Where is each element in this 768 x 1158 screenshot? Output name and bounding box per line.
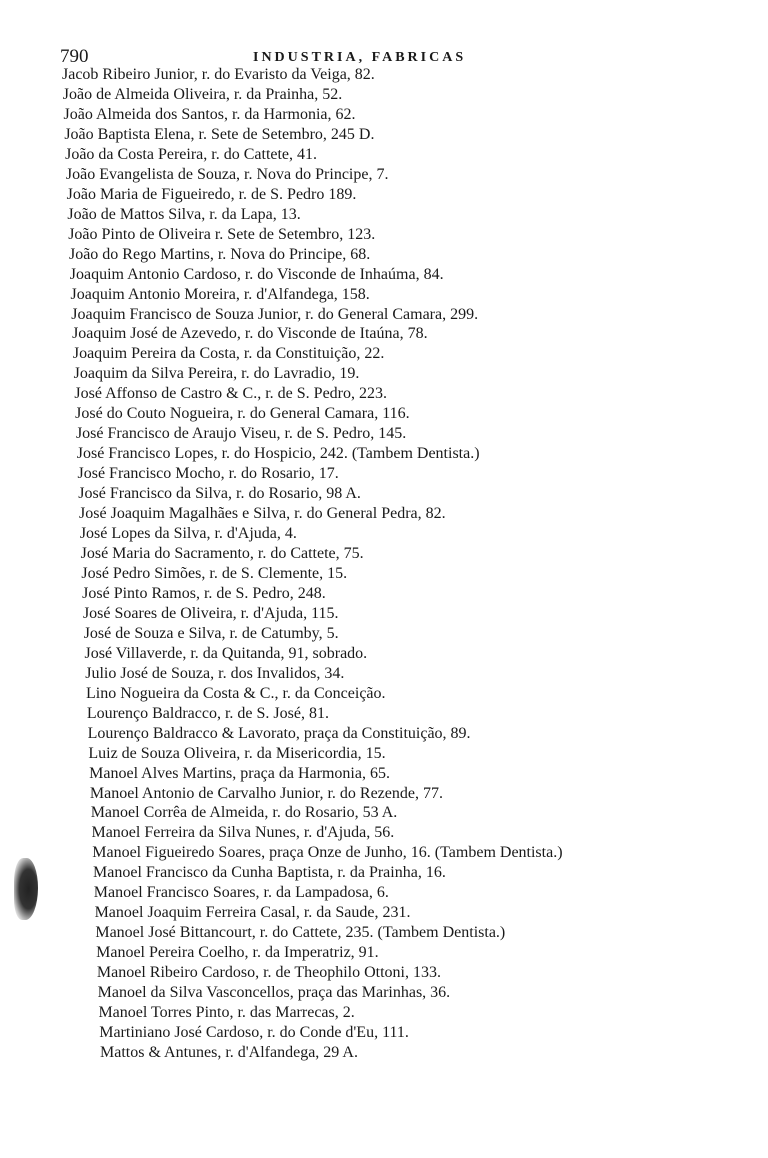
directory-entry: Manoel José Bittancourt, r. do Cattete, 235. (Tambem Dentista.) — [95, 924, 506, 942]
directory-entry: João de Almeida Oliveira, r. da Prainha, 52. — [62, 85, 343, 103]
directory-entry: José Francisco Mocho, r. do Rosario, 17. — [77, 465, 339, 483]
directory-entry: Luiz de Souza Oliveira, r. da Misericordia, 15. — [88, 744, 386, 762]
directory-entry: José Pinto Ramos, r. de S. Pedro, 248. — [82, 584, 326, 602]
running-head: INDUSTRIA, FABRICAS — [253, 50, 467, 65]
directory-entry: Joaquim Antonio Cardoso, r. do Visconde de Inhaúma, 84. — [69, 265, 444, 283]
page-number: 790 — [60, 46, 89, 67]
directory-entry: João Evangelista de Souza, r. Nova do Principe, 7. — [65, 165, 389, 183]
directory-entry: Joaquim Francisco de Souza Junior, r. do General Camara, 299. — [71, 305, 479, 323]
directory-entry: José Francisco da Silva, r. do Rosario, 98 A. — [78, 485, 361, 503]
directory-entry: Manoel Joaquim Ferreira Casal, r. da Saude, 231. — [94, 904, 411, 922]
directory-entry: João da Costa Pereira, r. do Cattete, 41. — [65, 145, 318, 163]
directory-entry: Manoel Pereira Coelho, r. da Imperatriz, 91. — [96, 944, 379, 962]
directory-entry: Manoel Francisco Soares, r. da Lampadosa, 6. — [93, 884, 389, 902]
directory-entry: João Almeida dos Santos, r. da Harmonia, 62. — [63, 105, 356, 123]
directory-entry: José do Couto Nogueira, r. do General Camara, 116. — [75, 405, 410, 423]
directory-entry: Manoel Figueiredo Soares, praça Onze de Junho, 16. (Tambem Dentista.) — [92, 844, 563, 862]
directory-entry: José Affonso de Castro & C., r. de S. Pedro, 223. — [74, 385, 387, 403]
directory-entry: José Joaquim Magalhães e Silva, r. do General Pedra, 82. — [79, 505, 446, 523]
directory-entry: Manoel Ribeiro Cardoso, r. de Theophilo Ottoni, 133. — [96, 964, 441, 982]
directory-entry: Lourenço Baldracco, r. de S. José, 81. — [86, 704, 329, 722]
directory-entry: Joaquim Antonio Moreira, r. d'Alfandega, 158. — [70, 285, 370, 303]
directory-entry: Lino Nogueira da Costa & C., r. da Conceição. — [86, 684, 386, 702]
directory-entry: Manoel Alves Martins, praça da Harmonia, 65. — [89, 764, 390, 782]
directory-entry: Manoel Francisco da Cunha Baptista, r. da Prainha, 16. — [93, 864, 446, 882]
ink-blot — [14, 858, 38, 920]
directory-entry: Julio José de Souza, r. dos Invalidos, 34. — [85, 664, 345, 682]
directory-entry: José Francisco Lopes, r. do Hospicio, 242. (Tambem Dentista.) — [76, 445, 480, 463]
directory-entry: Manoel da Silva Vasconcellos, praça das Marinhas, 36. — [97, 984, 451, 1002]
directory-entry: Manoel Ferreira da Silva Nunes, r. d'Ajuda, 56. — [91, 824, 395, 842]
directory-entry: José Lopes da Silva, r. d'Ajuda, 4. — [79, 525, 297, 543]
directory-entry: Joaquim Pereira da Costa, r. da Constituição, 22. — [72, 345, 385, 363]
directory-entry: José de Souza e Silva, r. de Catumby, 5. — [83, 624, 339, 642]
directory-entry: José Villaverde, r. da Quitanda, 91, sobrado. — [84, 644, 368, 662]
directory-entry: João de Mattos Silva, r. da Lapa, 13. — [67, 205, 301, 223]
directory-entry: José Francisco de Araujo Viseu, r. de S. Pedro, 145. — [75, 425, 407, 443]
directory-entry: Manoel Antonio de Carvalho Junior, r. do Rezende, 77. — [89, 784, 443, 802]
directory-entry: Manoel Torres Pinto, r. das Marrecas, 2. — [98, 1004, 355, 1022]
directory-entry: Mattos & Antunes, r. d'Alfandega, 29 A. — [100, 1044, 358, 1061]
directory-entry: Jacob Ribeiro Junior, r. do Evaristo da Veiga, 82. — [62, 66, 375, 83]
directory-entry: Martiniano José Cardoso, r. do Conde d'Eu, 111. — [99, 1024, 409, 1042]
directory-entry: José Maria do Sacramento, r. do Cattete, 75. — [80, 545, 364, 563]
directory-entry: Joaquim da Silva Pereira, r. do Lavradio, 19. — [73, 365, 360, 383]
directory-entry: João Maria de Figueiredo, r. de S. Pedro 189. — [66, 185, 357, 203]
directory-entry: Lourenço Baldracco & Lavorato, praça da Constituição, 89. — [87, 724, 471, 742]
directory-entry: João do Rego Martins, r. Nova do Principe, 68. — [68, 245, 371, 263]
directory-entry: João Pinto de Oliveira r. Sete de Setembro, 123. — [68, 225, 376, 243]
directory-entry: José Soares de Oliveira, r. d'Ajuda, 115. — [82, 604, 339, 622]
directory-entry: José Pedro Simões, r. de S. Clemente, 15. — [81, 564, 348, 582]
directory-entry: Joaquim José de Azevedo, r. do Visconde de Itaúna, 78. — [72, 325, 428, 343]
directory-entry: João Baptista Elena, r. Sete de Setembro, 245 D. — [64, 125, 375, 143]
directory-entry: Manoel Corrêa de Almeida, r. do Rosario, 53 A. — [90, 804, 398, 822]
